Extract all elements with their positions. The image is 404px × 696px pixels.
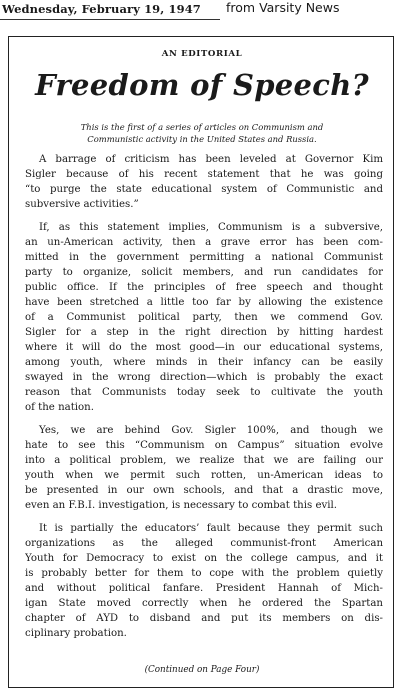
article-line: have been stretched a little too far by allowing the existence	[25, 297, 383, 308]
editorial-headline: Freedom of Speech?	[35, 68, 369, 102]
article-line: ciplinary probation.	[25, 628, 127, 639]
article-line: hate to see this “Communism on Campus” situation evolve	[25, 440, 383, 451]
article-line: party to organize, solicit members, and run candidates for	[25, 267, 383, 278]
article-line: swayed in the wrong direction—which is probably the exact	[25, 372, 383, 383]
article-line: A barrage of criticism has been leveled at Governor Kim	[39, 154, 383, 165]
article-line: Yes, we are behind Gov. Sigler 100%, and though we	[39, 425, 383, 436]
continued-note: (Continued on Page Four)	[144, 665, 260, 675]
article-line: organizations as the alleged communist-front American	[25, 538, 383, 549]
source-caption: from Varsity News	[226, 0, 340, 15]
article-line: an un-American activity, then a grave error has been com-	[25, 237, 383, 248]
subhead-line: Communistic activity in the United States and Russia.	[87, 134, 317, 144]
article-line: It is partially the educators’ fault because they permit such	[39, 523, 383, 534]
article-line: reason that Communists today seek to cultivate the youth	[25, 387, 383, 398]
editorial-kicker: AN EDITORIAL	[161, 49, 243, 59]
article-line: be presented in our own schools, and that a drastic move,	[25, 485, 383, 496]
article-line: and without political fanfare. President Hannah of Mich-	[25, 583, 383, 594]
article-paragraph	[25, 220, 383, 415]
article-line: chapter of AYD to disband and put its members on dis-	[25, 613, 383, 624]
article-line: If, as this statement implies, Communism is a subversive,	[39, 222, 383, 233]
article-line: youth when we permit such rotten, un-American ideas to	[25, 470, 383, 481]
article-line: mitted in the government permitting a national Communist	[25, 252, 383, 263]
article-paragraph	[25, 152, 383, 212]
article-line: Sigler for a step in the right direction by hitting hardest	[25, 327, 383, 338]
article-line: is probably better for them to cope with the problem quietly	[25, 568, 383, 579]
article-line: of a Communist political party, then we commend Gov.	[25, 312, 383, 323]
article-line: where it will do the most good—in our educational systems,	[25, 342, 383, 353]
issue-date: Wednesday, February 19, 1947	[2, 2, 201, 16]
editorial-subhead	[47, 121, 357, 145]
subhead-line: This is the first of a series of articles on Communism and	[80, 122, 324, 132]
article-line: Sigler because of his recent statement that he was going	[25, 169, 383, 180]
article-line: “to purge the state educational system of Communistic and	[25, 184, 383, 195]
article-line: even an F.B.I. investigation, is necessary to combat this evil.	[25, 500, 337, 511]
article-body	[25, 152, 383, 649]
page-header	[0, 0, 404, 20]
article-line: of the nation.	[25, 402, 94, 413]
article-line: subversive activities.”	[25, 199, 139, 210]
article-line: Youth for Democracy to exist on the college campus, and it	[25, 553, 383, 564]
header-rule	[0, 19, 220, 20]
article-paragraph	[25, 521, 383, 641]
article-line: among youth, where minds in their infancy can be easily	[25, 357, 383, 368]
article-line: igan State moved correctly when he ordered the Spartan	[25, 598, 383, 609]
article-paragraph	[25, 423, 383, 513]
article-line: public office. If the principles of free speech and thought	[25, 282, 383, 293]
editorial-box	[8, 36, 394, 688]
article-line: into a political problem, we realize that we are failing our	[25, 455, 383, 466]
